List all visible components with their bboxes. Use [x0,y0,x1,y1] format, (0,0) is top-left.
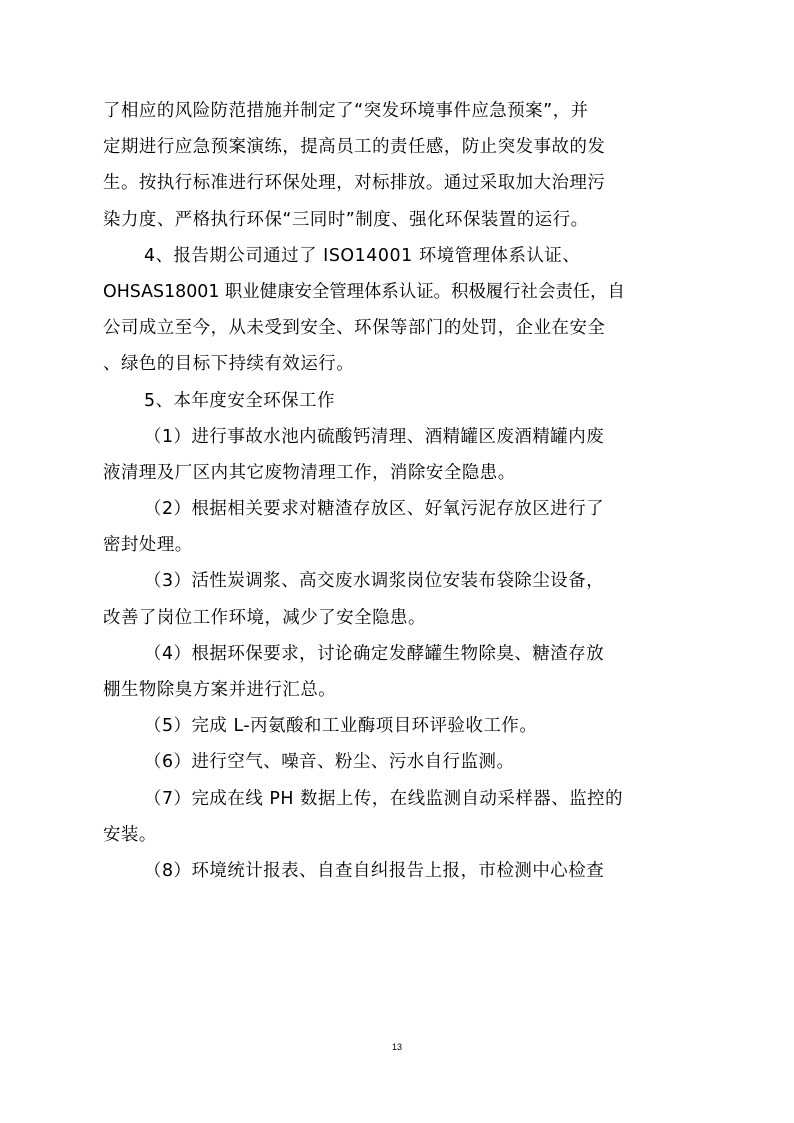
list-item-line: （3）活性炭调浆、高交废水调浆岗位安装布袋除尘设备， [144,571,605,592]
list-item-line: （4）根据环保要求，讨论确定发酵罐生物除臭、糖渣存放 [144,643,605,664]
page-number: 13 [391,1042,402,1052]
document-body [103,93,693,889]
list-item-line: 液清理及厂区内其它废物清理工作，消除安全隐患。 [103,462,516,483]
list-item-line: （2）根据相关要求对糖渣存放区、好氧污泥存放区进行了 [144,499,605,520]
list-item-line: （6）进行空气、噪音、粉尘、污水自行监测。 [144,752,515,773]
list-item-line: 安装。 [103,824,157,845]
list-item-line: 棚生物除臭方案并进行汇总。 [103,680,337,700]
paragraph-line: OHSAS18001 职业健康安全管理体系认证。积极履行社会责任，自 [103,281,625,302]
list-item-line: （5）完成 L-丙氨酸和工业酶项目环评验收工作。 [144,716,538,737]
paragraph-line: 公司成立至今，从未受到安全、环保等部门的处罚，企业在安全 [103,318,606,339]
paragraph-line: 生。按执行标准进行环保处理，对标排放。通过采取加大治理污 [103,173,606,194]
paragraph-line: 染力度、严格执行环保“三同时”制度、强化环保装置的运行。 [103,209,589,230]
paragraph-line: 定期进行应急预案演练，提高员工的责任感，防止突发事故的发 [103,137,606,158]
list-item-line: （7）完成在线 PH 数据上传，在线监测自动采样器、监控的 [144,788,624,809]
paragraph-line: 4、报告期公司通过了 ISO14001 环境管理体系认证、 [144,245,581,266]
list-item-line: （1）进行事故水池内硫酸钙清理、酒精罐区废酒精罐内废 [144,426,605,447]
paragraph-line: 了相应的风险防范措施并制定了“突发环境事件应急预案”，并 [103,101,589,121]
list-item-line: 改善了岗位工作环境，减少了安全隐患。 [103,607,426,628]
list-item-line: （8）环境统计报表、自查自纠报告上报，市检测中心检查 [144,860,605,881]
section-heading: 5、本年度安全环保工作 [144,390,336,411]
list-item-line: 密封处理。 [103,535,193,556]
paragraph-line: 、绿色的目标下持续有效运行。 [103,354,355,375]
